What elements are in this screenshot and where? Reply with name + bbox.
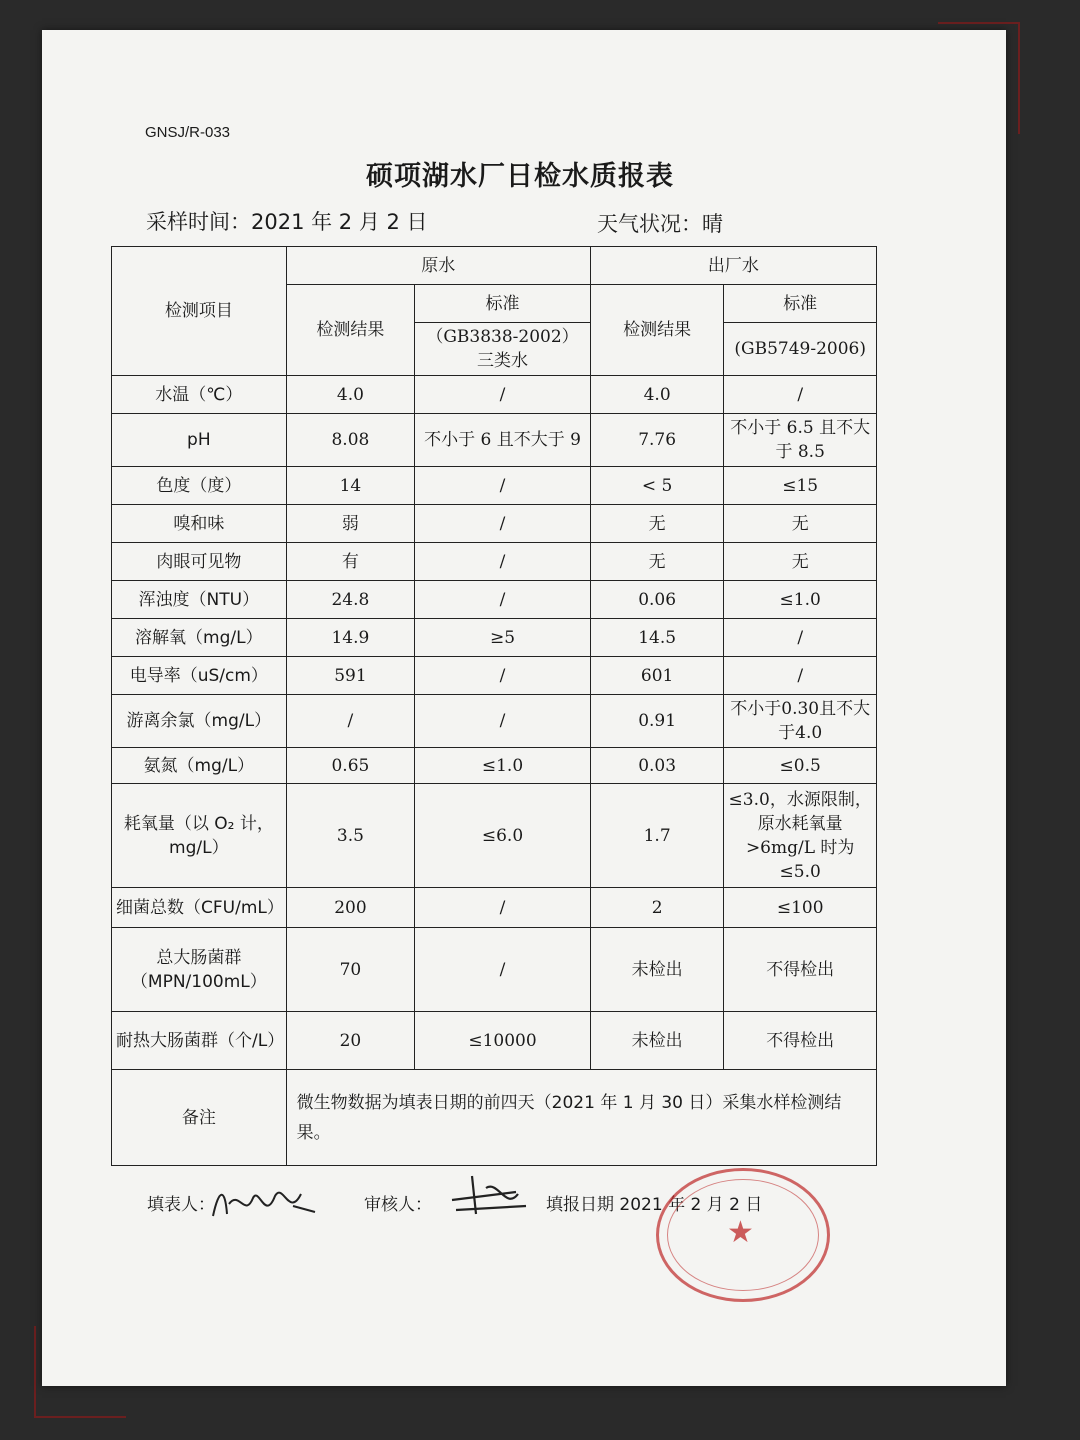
cell-out-result: 0.03 [590,748,724,784]
cell-out-result: 无 [590,543,724,581]
cell-raw-result: 有 [286,543,415,581]
reviewer-label: 审核人： [364,1195,432,1215]
cell-raw-standard: / [415,467,591,505]
cell-out-standard: 不小于0.30且不大于4.0 [724,695,877,748]
cell-item: 水温（℃） [112,376,287,414]
cell-raw-standard: / [415,376,591,414]
cell-out-standard: 不得检出 [724,928,877,1012]
cell-out-standard: / [724,376,877,414]
cell-raw-result: 8.08 [286,414,415,467]
cell-out-result: 无 [590,505,724,543]
cell-item: 色度（度） [112,467,287,505]
cell-out-standard: ≤100 [724,888,877,928]
cell-raw-standard: / [415,657,591,695]
cell-raw-result: 3.5 [286,784,415,888]
out-standard-code: (GB5749-2006) [724,323,877,376]
cell-item: 嗅和味 [112,505,287,543]
header-item: 检测项目 [112,247,287,376]
cell-raw-result: 0.65 [286,748,415,784]
cell-raw-standard: ≤1.0 [415,748,591,784]
header-out-standard: 标准 [724,285,877,323]
cell-raw-standard: / [415,505,591,543]
header-raw-result: 检测结果 [286,285,415,376]
cell-out-result: < 5 [590,467,724,505]
cell-raw-standard: 不小于 6 且不大于 9 [415,414,591,467]
table-row [112,467,877,505]
cell-raw-result: 14.9 [286,619,415,657]
cell-item: 耗氧量（以 O₂ 计，mg/L） [112,784,287,888]
cell-raw-standard: / [415,695,591,748]
note-row [112,1070,877,1166]
table-row [112,695,877,748]
cell-raw-result: 14 [286,467,415,505]
cell-out-result: 1.7 [590,784,724,888]
cell-out-result: 601 [590,657,724,695]
cell-out-standard: 无 [724,543,877,581]
cell-out-result: 未检出 [590,1012,724,1070]
document-title: 硕项湖水厂日检水质报表 [366,161,674,192]
cell-raw-result: 70 [286,928,415,1012]
cell-out-standard: 不小于 6.5 且不大于 8.5 [724,414,877,467]
cell-item: 溶解氧（mg/L） [112,619,287,657]
cell-item: 浑浊度（NTU） [112,581,287,619]
table-row [112,543,877,581]
cell-raw-result: 24.8 [286,581,415,619]
cell-raw-result: 4.0 [286,376,415,414]
cell-out-standard: 不得检出 [724,1012,877,1070]
cell-raw-standard: / [415,543,591,581]
cell-out-standard: / [724,619,877,657]
filler-label: 填表人： [147,1195,215,1215]
seal-star-icon: ★ [727,1215,754,1250]
table-row [112,619,877,657]
cell-out-standard: / [724,657,877,695]
cell-raw-standard: / [415,928,591,1012]
cell-item: 细菌总数（CFU/mL） [112,888,287,928]
sample-time: 采样时间：2021 年 2 月 2 日 [146,210,428,234]
table-row [112,1012,877,1070]
cell-out-result: 0.91 [590,695,724,748]
cell-item: 耐热大肠菌群（个/L） [112,1012,287,1070]
filler-signature [205,1178,325,1228]
table-row [112,657,877,695]
cell-raw-standard: / [415,888,591,928]
cell-out-result: 14.5 [590,619,724,657]
note-text: 微生物数据为填表日期的前四天（2021 年 1 月 30 日）采集水样检测结果。 [286,1070,876,1166]
cell-item: 肉眼可见物 [112,543,287,581]
table-row [112,928,877,1012]
reviewer-signature [446,1170,546,1220]
water-quality-table [111,246,877,1166]
table-row [112,505,877,543]
cell-item: 电导率（uS/cm） [112,657,287,695]
cell-item: 氨氮（mg/L） [112,748,287,784]
header-out-result: 检测结果 [590,285,724,376]
cell-out-result: 4.0 [590,376,724,414]
report-date: 填报日期 2021 年 2 月 2 日 [546,1195,763,1215]
table-row [112,748,877,784]
cell-raw-standard: ≤6.0 [415,784,591,888]
cell-item: pH [112,414,287,467]
table-row [112,888,877,928]
cell-raw-result: 弱 [286,505,415,543]
table-row [112,784,877,888]
cell-out-standard: 无 [724,505,877,543]
header-raw-water: 原水 [286,247,590,285]
header-raw-standard: 标准 [415,285,591,323]
raw-standard-code: （GB3838-2002）三类水 [415,323,591,376]
cell-item: 游离余氯（mg/L） [112,695,287,748]
cell-raw-result: 200 [286,888,415,928]
cell-raw-result: / [286,695,415,748]
cell-out-result: 2 [590,888,724,928]
cell-item: 总大肠菌群（MPN/100mL） [112,928,287,1012]
note-label: 备注 [112,1070,287,1166]
cell-out-standard: ≤3.0，水源限制，原水耗氧量>6mg/L 时为≤5.0 [724,784,877,888]
table-row [112,376,877,414]
cell-raw-result: 20 [286,1012,415,1070]
cell-out-result: 0.06 [590,581,724,619]
table-row [112,414,877,467]
header-out-water: 出厂水 [590,247,876,285]
cell-raw-result: 591 [286,657,415,695]
weather-status: 天气状况：晴 [597,212,723,236]
cell-out-result: 未检出 [590,928,724,1012]
table-row [112,581,877,619]
cell-out-standard: ≤1.0 [724,581,877,619]
cell-out-standard: ≤0.5 [724,748,877,784]
cell-raw-standard: ≥5 [415,619,591,657]
cell-out-result: 7.76 [590,414,724,467]
document-code: GNSJ/R-033 [145,124,231,141]
official-seal [656,1168,830,1302]
cell-raw-standard: / [415,581,591,619]
cell-raw-standard: ≤10000 [415,1012,591,1070]
cell-out-standard: ≤15 [724,467,877,505]
